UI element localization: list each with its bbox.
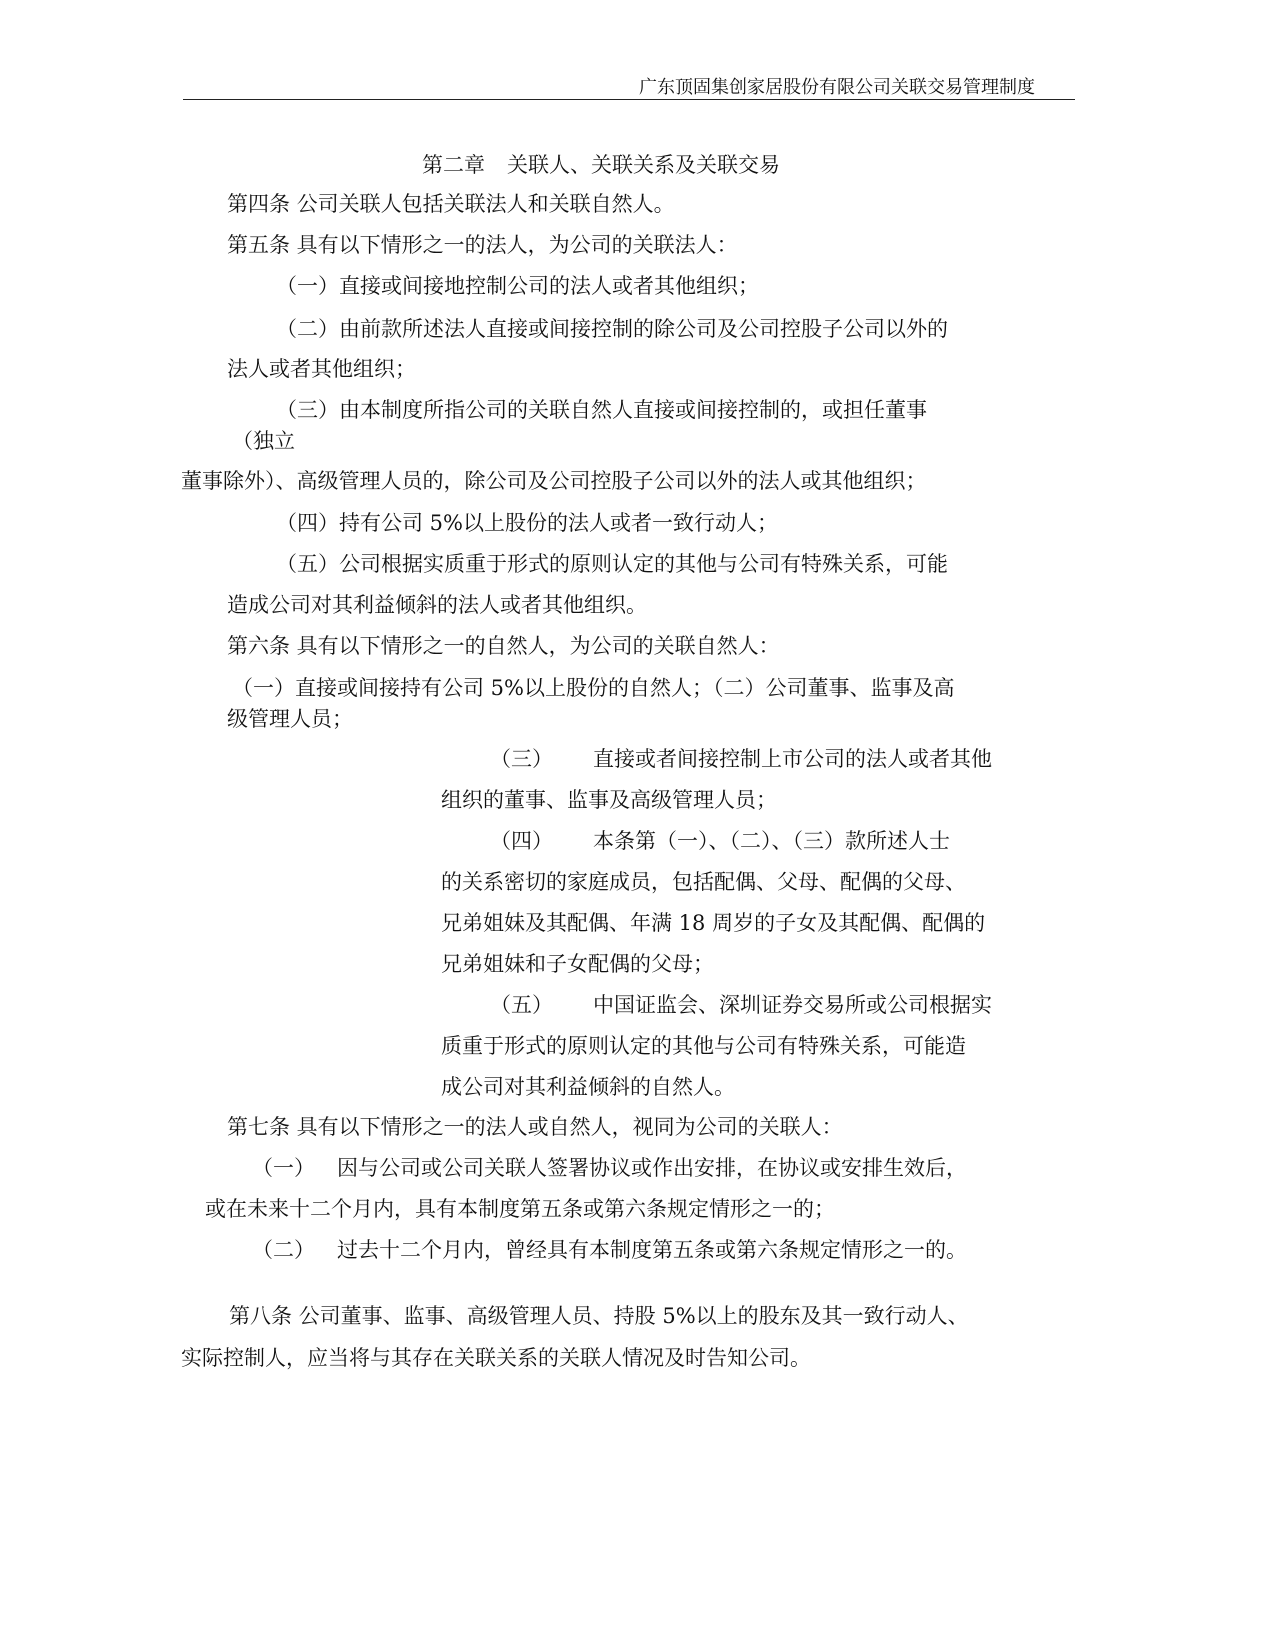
article-8-line2: 实际控制人，应当将与其存在关联关系的关联人情况及时告知公司。 bbox=[181, 1346, 811, 1370]
item-text: 过去十二个月内，曾经具有本制度第五条或第六条规定情形之一的。 bbox=[337, 1238, 967, 1262]
item-number: （四） bbox=[490, 829, 553, 853]
chapter-title: 关联人、关联关系及关联交易 bbox=[507, 153, 780, 177]
article-6-item-5-line2: 质重于形式的原则认定的其他与公司有特殊关系，可能造 bbox=[441, 1034, 966, 1058]
article-5-item-4: （四）持有公司 5%以上股份的法人或者一致行动人； bbox=[276, 511, 778, 535]
article-4: 第四条 公司关联人包括关联法人和关联自然人。 bbox=[227, 192, 675, 216]
article-7-item-1-line1 bbox=[252, 1156, 967, 1180]
article-5-item-3-line2: （独立 bbox=[232, 429, 295, 453]
article-8-line1: 第八条 公司董事、监事、高级管理人员、持股 5%以上的股东及其一致行动人、 bbox=[229, 1304, 969, 1328]
article-5: 第五条 具有以下情形之一的法人，为公司的关联法人： bbox=[227, 233, 738, 257]
article-5-item-3-line3: 董事除外）、高级管理人员的，除公司及公司控股子公司以外的法人或其他组织； bbox=[181, 469, 927, 493]
article-5-item-2-line2: 法人或者其他组织； bbox=[227, 357, 416, 381]
item-text: 本条第（一）、（二）、（三）款所述人士 bbox=[593, 829, 950, 853]
article-6-item-4-line4: 兄弟姐妹和子女配偶的父母； bbox=[441, 952, 714, 976]
article-6-item-4-line3: 兄弟姐妹及其配偶、年满 18 周岁的子女及其配偶、配偶的 bbox=[441, 911, 986, 935]
item-number: （一） bbox=[252, 1156, 315, 1180]
article-5-item-5-line1: （五）公司根据实质重于形式的原则认定的其他与公司有特殊关系，可能 bbox=[276, 552, 948, 576]
article-6-item-3-line2: 组织的董事、监事及高级管理人员； bbox=[441, 788, 777, 812]
item-text: 中国证监会、深圳证券交易所或公司根据实 bbox=[593, 993, 992, 1017]
article-5-item-1: （一）直接或间接地控制公司的法人或者其他组织； bbox=[276, 274, 759, 298]
article-5-item-3-line1: （三）由本制度所指公司的关联自然人直接或间接控制的，或担任董事 bbox=[276, 398, 927, 422]
article-6-items-1-2-line2: 级管理人员； bbox=[227, 707, 353, 731]
article-7: 第七条 具有以下情形之一的法人或自然人，视同为公司的关联人： bbox=[227, 1115, 843, 1139]
chapter-heading bbox=[422, 153, 780, 177]
article-6-item-5-line3: 成公司对其利益倾斜的自然人。 bbox=[441, 1075, 735, 1099]
article-6-items-1-2-line1: （一）直接或间接持有公司 5%以上股份的自然人；（二）公司董事、监事及高 bbox=[232, 676, 955, 700]
item-number: （三） bbox=[490, 747, 553, 771]
item-text: 直接或者间接控制上市公司的法人或者其他 bbox=[593, 747, 992, 771]
header-divider bbox=[183, 99, 1075, 100]
article-6-item-5-line1 bbox=[490, 993, 992, 1017]
item-text: 因与公司或公司关联人签署协议或作出安排，在协议或安排生效后， bbox=[337, 1156, 967, 1180]
item-number: （五） bbox=[490, 993, 553, 1017]
item-number: （二） bbox=[252, 1238, 315, 1262]
header-title: 广东顶固集创家居股份有限公司关联交易管理制度 bbox=[639, 77, 1035, 98]
article-5-item-2-line1: （二）由前款所述法人直接或间接控制的除公司及公司控股子公司以外的 bbox=[276, 317, 948, 341]
article-5-item-5-line2: 造成公司对其利益倾斜的法人或者其他组织。 bbox=[227, 593, 647, 617]
chapter-number: 第二章 bbox=[422, 153, 485, 177]
article-6-item-4-line2: 的关系密切的家庭成员，包括配偶、父母、配偶的父母、 bbox=[441, 870, 966, 894]
article-6-item-3-line1 bbox=[490, 747, 992, 771]
article-7-item-1-line2: 或在未来十二个月内，具有本制度第五条或第六条规定情形之一的； bbox=[205, 1197, 835, 1221]
article-6-item-4-line1 bbox=[490, 829, 950, 853]
article-6: 第六条 具有以下情形之一的自然人，为公司的关联自然人： bbox=[227, 634, 780, 658]
article-7-item-2 bbox=[252, 1238, 967, 1262]
